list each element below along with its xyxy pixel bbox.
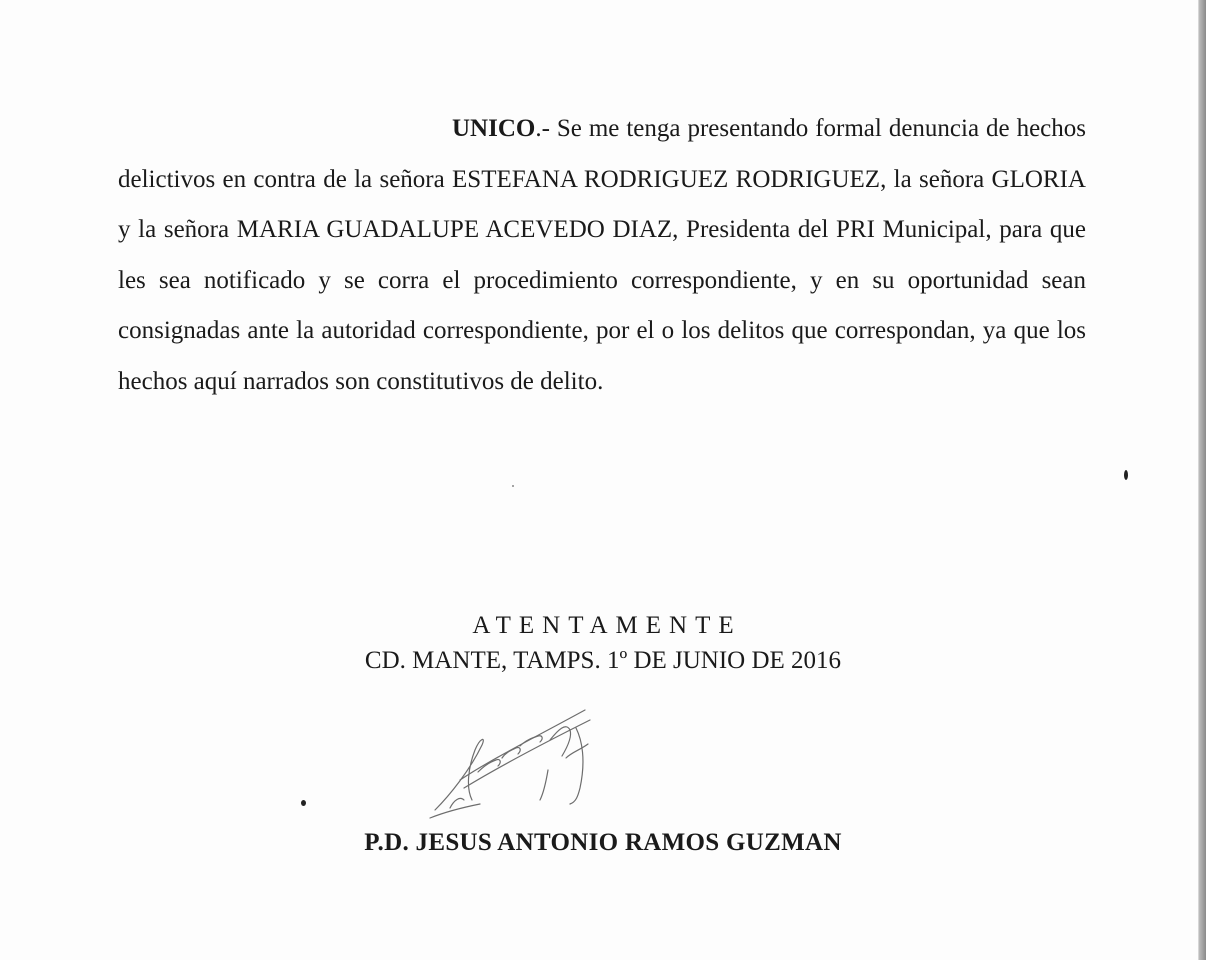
ink-speck	[512, 485, 514, 487]
petition-paragraph	[118, 104, 1086, 407]
closing-salutation: ATENTAMENTE	[472, 612, 742, 639]
signer-name: P.D. JESUS ANTONIO RAMOS GUZMAN	[364, 829, 842, 856]
handwritten-signature-icon	[420, 700, 610, 830]
place-and-date: CD. MANTE, TAMPS. 1º DE JUNIO DE 2016	[364, 647, 842, 674]
resolution-separator: .-	[535, 115, 550, 142]
paragraph-body: Se me tenga presentando formal denuncia de hechos delictivos en contra de la señora ESTEFANA RODRIGUEZ RODRIGUEZ, la señora GLORIA y la señora MARIA GUADALUPE ACEVEDO DIAZ, Presidenta del PRI Municipal, para que les sea notificado y se corra el procedimiento correspondiente, y en su oportunidad sean consignadas ante la autoridad correspondiente, por el o los delitos que correspondan, ya que los hechos aquí narrados son constitutivos de delito.	[118, 115, 1086, 395]
ink-speck	[1124, 470, 1128, 480]
resolution-label: UNICO	[452, 115, 536, 142]
ink-speck	[301, 800, 306, 806]
page-edge-shadow	[1199, 0, 1206, 960]
